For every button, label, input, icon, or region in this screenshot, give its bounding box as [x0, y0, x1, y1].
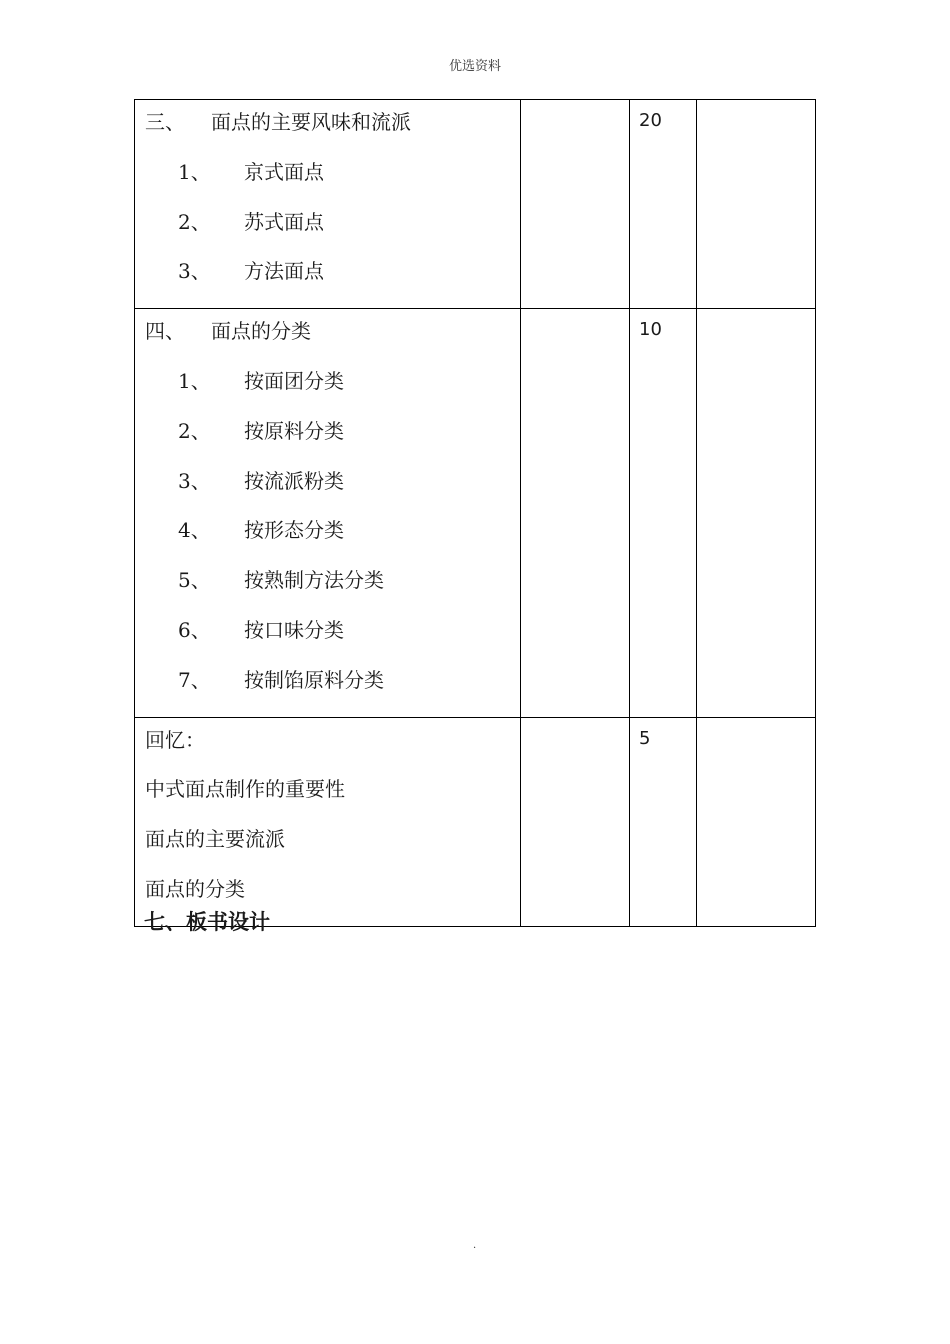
list-item [135, 418, 520, 468]
item-text: 京式面点 [244, 159, 324, 184]
section-heading [135, 109, 520, 159]
empty-cell [697, 309, 816, 717]
item-number: 四、 [145, 319, 185, 344]
time-value: 5 [639, 727, 651, 749]
list-item [135, 209, 520, 259]
empty-cell [521, 717, 630, 926]
table-row [135, 717, 816, 926]
content-cell [135, 309, 521, 717]
item-number: 3、 [178, 468, 211, 493]
item-text: 按制馅原料分类 [244, 667, 384, 692]
item-text: 方法面点 [244, 259, 324, 284]
content-cell [135, 717, 521, 926]
item-text: 面点的主要风味和流派 [211, 110, 411, 134]
item-number: 2、 [178, 209, 211, 234]
time-cell [630, 100, 697, 309]
item-text: 按流派粉类 [244, 468, 344, 493]
review-item: 面点的主要流派 [145, 827, 285, 852]
empty-cell [521, 100, 630, 309]
content-cell [135, 100, 521, 309]
page-footer: . [473, 1240, 477, 1251]
list-item [135, 667, 520, 717]
item-number: 5、 [178, 568, 211, 593]
list-item [135, 468, 520, 518]
list-item [135, 159, 520, 209]
item-number: 1、 [178, 368, 211, 393]
empty-cell [697, 717, 816, 926]
item-number: 三、 [145, 110, 185, 134]
lesson-plan-table [134, 99, 816, 927]
item-number: 4、 [178, 518, 211, 543]
list-item [135, 567, 520, 617]
list-item [135, 617, 520, 667]
section-heading [135, 318, 520, 368]
time-cell [630, 717, 697, 926]
table-row [135, 100, 816, 309]
list-item [135, 517, 520, 567]
review-heading: 回忆： [145, 727, 205, 752]
empty-cell [697, 100, 816, 309]
list-item [135, 258, 520, 308]
empty-cell [521, 309, 630, 717]
table-row [135, 309, 816, 717]
item-text: 按面团分类 [244, 368, 344, 393]
review-item: 面点的分类 [145, 876, 245, 901]
time-value: 20 [639, 110, 662, 131]
item-text: 苏式面点 [244, 209, 324, 234]
item-number: 1、 [178, 159, 211, 184]
item-number: 7、 [178, 667, 211, 692]
item-text: 面点的分类 [211, 319, 311, 344]
time-cell [630, 309, 697, 717]
item-number: 2、 [178, 418, 211, 443]
item-text: 按原料分类 [244, 418, 344, 443]
item-text: 按熟制方法分类 [244, 568, 384, 593]
list-item [135, 368, 520, 418]
item-text: 按口味分类 [244, 617, 344, 642]
item-text: 按形态分类 [244, 518, 344, 543]
time-value: 10 [639, 319, 662, 341]
item-number: 6、 [178, 617, 211, 642]
item-number: 3、 [178, 259, 211, 284]
page-header: 优选资料 [448, 59, 501, 74]
section-title: 七、板书设计 [144, 910, 270, 934]
review-item: 中式面点制作的重要性 [145, 777, 345, 802]
